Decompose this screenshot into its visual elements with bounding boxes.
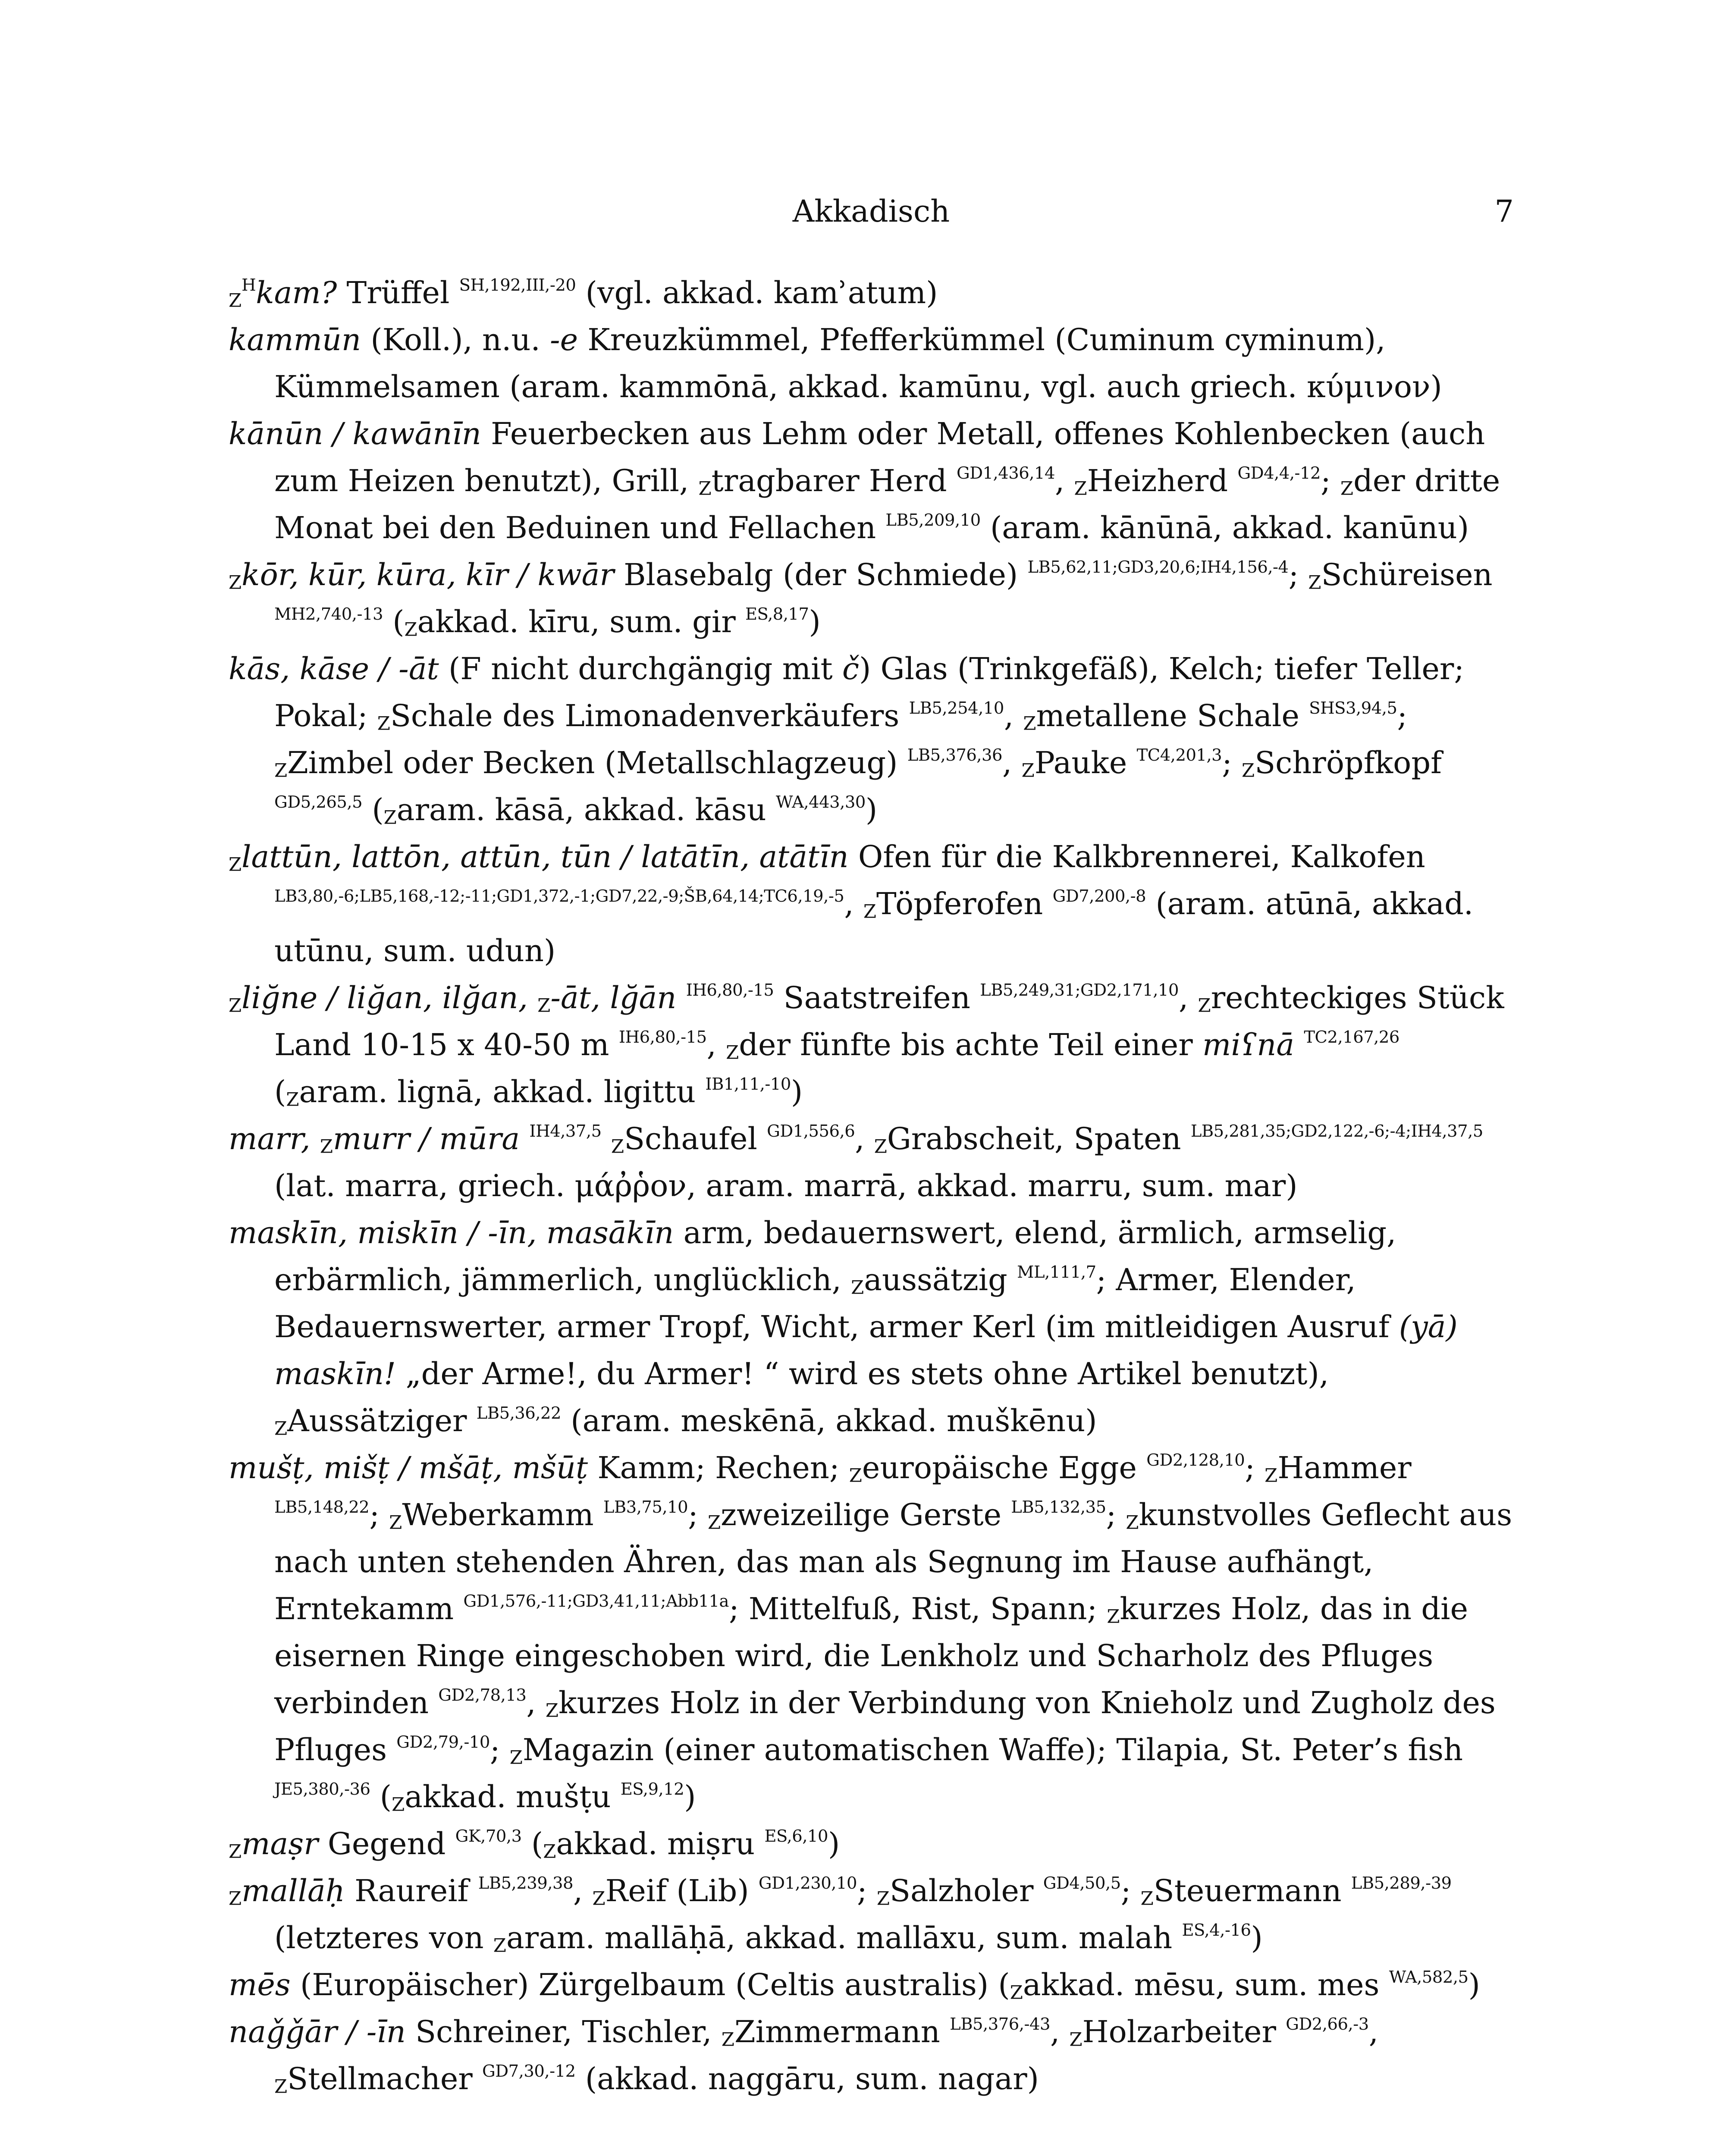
register-marker: Z	[545, 1700, 559, 1722]
entry-text: (vgl. akkad. kamʾatum)	[576, 275, 938, 310]
running-head-title: Akkadisch	[792, 194, 950, 229]
register-marker: Z	[493, 1935, 506, 1957]
source-reference: ES,8,17	[745, 605, 809, 624]
entry-text: (Europäischer) Zürgelbaum (Celtis australis) (	[290, 1967, 1010, 2002]
register-marker: Z	[392, 1794, 405, 1816]
register-marker: Z	[537, 995, 551, 1017]
source-reference: ES,4,-16	[1182, 1921, 1251, 1940]
dictionary-entry	[229, 1962, 1514, 2009]
register-marker: Z	[274, 760, 288, 782]
register-marker: Z	[1198, 995, 1211, 1017]
headword-italic: kam?	[256, 275, 337, 310]
entry-text: Zimmermann	[734, 2014, 950, 2049]
dictionary-entry	[229, 1116, 1514, 1210]
entry-text: ) Glas (Trinkgefäß), Kelch; tiefer Teller; Pokal;	[274, 651, 1464, 733]
entry-text: (aram. atūnā, akkad. utūnu, sum. udun)	[274, 886, 1474, 968]
headword-italic: mēs	[229, 1967, 291, 2002]
entry-text: (F nicht durchgängig mit	[439, 651, 842, 686]
entry-text: (lat. marra, griech. μάῤῥον, aram. marrā, akkad. marru, sum. mar)	[274, 1168, 1298, 1203]
register-marker: Z	[274, 1418, 288, 1440]
entry-text: Zimbel oder Becken (Metallschlagzeug)	[287, 745, 907, 780]
entry-text: kunstvolles Geflecht aus nach unten stehenden Ähren, das man als Segnung im Hause aufhängt, Erntekamm	[274, 1497, 1512, 1626]
dictionary-entry	[229, 646, 1514, 834]
register-marker: Z	[229, 1841, 242, 1863]
entry-text: Kreuzkümmel, Pfefferkümmel (Cuminum cyminum), Kümmelsamen (aram. kammōnā, akkad. kamūnu, vgl. auch griech. κύμινον)	[274, 322, 1442, 404]
source-reference: GD1,556,6	[767, 1122, 855, 1141]
register-marker: Z	[592, 1888, 606, 1910]
entry-text: akkad. kīru, sum. gir	[417, 604, 745, 639]
source-reference: SH,192,III,-20	[459, 276, 576, 295]
source-reference: LB5,148,22	[274, 1498, 370, 1517]
entry-text: )	[1468, 1967, 1480, 2002]
entry-text: Schröpfkopf	[1255, 745, 1442, 780]
source-reference: WA,582,5	[1389, 1968, 1468, 1987]
entry-text: ;	[489, 1732, 510, 1767]
entry-text: der dritte Monat bei den Beduinen und Fellachen	[274, 463, 1500, 545]
entry-text: ,	[706, 1027, 726, 1062]
entry-text: Schreiner, Tischler,	[405, 2014, 722, 2049]
entry-text: arm, bedauernswert, elend, ärmlich, armselig, erbärmlich, jämmerlich, unglücklich,	[274, 1215, 1396, 1297]
entry-text: aussätzig	[864, 1262, 1017, 1297]
register-marker: Z	[1340, 478, 1354, 500]
entry-text: tragbarer Herd	[711, 463, 957, 498]
source-reference: LB3,75,10	[603, 1498, 688, 1517]
entry-text: Pauke	[1034, 745, 1137, 780]
entry-text: ;	[1288, 557, 1308, 592]
headword-italic: murr / mūra	[333, 1121, 520, 1156]
entry-text: Reif (Lib)	[605, 1873, 759, 1908]
headword-italic: maskīn, miskīn / -īn, masākīn	[229, 1215, 674, 1250]
entry-text: ,	[1179, 980, 1198, 1015]
entry-text: ;	[1321, 463, 1340, 498]
source-reference: LB5,376,36	[907, 746, 1003, 765]
entry-text: (	[370, 1779, 392, 1814]
entry-text: ; Armer, Elender, Bedauernswerter, armer Tropf, Wicht, armer Kerl (im mitleidigen Ausruf	[274, 1262, 1399, 1344]
source-reference: ES,9,12	[620, 1780, 684, 1799]
source-reference: GD2,66,-3	[1286, 2015, 1369, 2034]
source-reference: LB5,132,35	[1011, 1498, 1106, 1517]
source-reference: LB5,289,-39	[1351, 1874, 1452, 1893]
source-reference: ML,111,7	[1017, 1263, 1096, 1282]
register-marker: Z	[698, 478, 712, 500]
entry-text: Saatstreifen	[774, 980, 980, 1015]
entry-text: ,	[1055, 463, 1074, 498]
entry-text: metallene Schale	[1036, 698, 1309, 733]
source-reference: IH4,37,5	[529, 1122, 602, 1141]
entry-text: ;	[1397, 698, 1408, 733]
source-reference: ES,6,10	[764, 1827, 828, 1846]
entry-text: Steuermann	[1153, 1873, 1351, 1908]
register-marker: Z	[229, 995, 242, 1017]
headword-italic: miʕnā	[1202, 1027, 1295, 1062]
source-reference: GD4,4,-12	[1237, 464, 1321, 483]
entry-text: Aussätziger	[287, 1403, 477, 1438]
headword-italic: naǧǧār / -īn	[229, 2014, 406, 2049]
entry-text: Blasebalg (der Schmiede)	[614, 557, 1028, 592]
headword-italic: (yā) maskīn!	[274, 1309, 1458, 1391]
entry-text: akkad. mušṭu	[405, 1779, 621, 1814]
source-reference: TC2,167,26	[1304, 1028, 1399, 1047]
headword-italic: č	[842, 651, 860, 686]
register-marker: Z	[863, 901, 877, 923]
entry-text: ;	[1106, 1497, 1126, 1532]
entry-text: aram. mallāḥā, akkad. mallāxu, sum. malah	[506, 1920, 1182, 1955]
source-reference: GD1,230,10	[758, 1874, 857, 1893]
dictionary-entry	[229, 552, 1514, 646]
entry-text: Raureif	[345, 1873, 478, 1908]
headword-italic: kōr, kūr, kūra, kīr / kwār	[242, 557, 614, 592]
register-marker: Z	[1023, 713, 1036, 735]
entry-text: ,	[1004, 698, 1023, 733]
entry-text: Feuerbecken aus Lehm oder Metall, offenes Kohlenbecken (auch zum Heizen benutzt), Grill,	[274, 416, 1485, 498]
entry-text: europäische Egge	[862, 1450, 1147, 1485]
dictionary-entry	[229, 1210, 1514, 1445]
entry-text: Schaufel	[624, 1121, 767, 1156]
dictionary-entry	[229, 2009, 1514, 2103]
headword-italic: mušṭ, mišṭ / mšāṭ, mšūṭ	[229, 1450, 588, 1485]
headword-italic: liğne / liğan, ilğan,	[242, 980, 538, 1015]
entry-text: )	[865, 792, 878, 827]
entry-text: Kamm; Rechen;	[588, 1450, 849, 1485]
source-reference: GD4,50,5	[1043, 1874, 1121, 1893]
register-marker: Z	[377, 713, 390, 735]
entry-text: Trüffel	[337, 275, 459, 310]
dictionary-entry	[229, 975, 1514, 1116]
register-marker: Z	[726, 1042, 739, 1064]
source-reference: GD2,78,13	[438, 1686, 527, 1705]
entry-text: kurzes Holz, das in die eisernen Ringe eingeschoben wird, die Lenkholz und Scharholz des Pfluges verbinden	[274, 1591, 1468, 1720]
source-reference: MH2,740,-13	[274, 605, 383, 624]
entry-text: Schale des Limonadenverkäufers	[390, 698, 909, 733]
dictionary-entry	[229, 1821, 1514, 1868]
source-reference: LB5,281,35;GD2,122,-6;-4;IH4,37,5	[1190, 1122, 1483, 1141]
entry-text: ;	[1120, 1873, 1141, 1908]
register-marker: Z	[851, 1277, 864, 1299]
entry-text: aram. lignā, akkad. ligittu	[299, 1074, 706, 1109]
entry-text: (Koll.), n.u.	[361, 322, 550, 357]
headword-italic: -āt, lğān	[550, 980, 677, 1015]
register-marker: Z	[721, 2029, 734, 2051]
register-marker: Z	[876, 1888, 890, 1910]
entry-text: ,	[855, 1121, 874, 1156]
entry-text: rechteckiges Stück Land 10-15 x 40-50 m	[274, 980, 1504, 1062]
register-marker: Z	[274, 2076, 288, 2098]
register-marker: Z	[874, 1136, 887, 1158]
entry-text: Magazin (einer automatischen Waffe); Tilapia, St. Peter’s fish	[522, 1732, 1463, 1767]
entry-text: kurzes Holz in der Verbindung von Knieholz und Zugholz des Pfluges	[274, 1685, 1496, 1767]
entry-text: (	[362, 792, 384, 827]
register-marker: Z	[611, 1136, 624, 1158]
entry-text: (letzteres von	[274, 1920, 493, 1955]
entry-text: „der Arme!, du Armer! “ wird es stets ohne Artikel benutzt),	[396, 1356, 1329, 1391]
entry-text: der fünfte bis achte Teil einer	[739, 1027, 1202, 1062]
entry-text: )	[791, 1074, 803, 1109]
entry-text: ;	[857, 1873, 877, 1908]
register-marker: Z	[1308, 572, 1321, 594]
entry-text: )	[684, 1779, 696, 1814]
headword-italic: kānūn / kawānīn	[229, 416, 481, 451]
dictionary-entry	[229, 411, 1514, 552]
source-reference: LB5,376,-43	[950, 2015, 1050, 2034]
entry-text: Hammer	[1277, 1450, 1412, 1485]
register-marker: Z	[320, 1136, 333, 1158]
dictionary-entry	[229, 317, 1514, 411]
page-number: 7	[1494, 194, 1514, 229]
entry-text: aram. kāsā, akkad. kāsu	[396, 792, 776, 827]
source-reference: LB5,239,38	[478, 1874, 573, 1893]
entry-text: (akkad. naggāru, sum. nagar)	[575, 2061, 1039, 2096]
register-marker: Z	[1069, 2029, 1082, 2051]
entry-text	[1294, 1027, 1304, 1062]
entry-text: Ofen für die Kalkbrennerei, Kalkofen	[848, 839, 1425, 874]
entry-text: ,	[844, 886, 863, 921]
source-reference: IB1,11,-10	[705, 1075, 791, 1094]
entry-text: ,	[1002, 745, 1022, 780]
entry-text: Schüreisen	[1321, 557, 1493, 592]
headword-italic: -e	[549, 322, 578, 357]
headword-italic: maṣr	[242, 1826, 318, 1861]
source-reference: H	[242, 276, 256, 295]
entry-text: (aram. kānūnā, akkad. kanūnu)	[980, 510, 1469, 545]
register-marker: Z	[1140, 1888, 1154, 1910]
register-marker: Z	[543, 1841, 556, 1863]
entry-text: ;	[688, 1497, 708, 1532]
source-reference: IH6,80,-15	[618, 1028, 707, 1047]
entry-text: Salzholer	[889, 1873, 1043, 1908]
entry-text: (	[521, 1826, 543, 1861]
source-reference: LB3,80,-6;LB5,168,-12;-11;GD1,372,-1;GD7,22,-9;ŠB,64,14;TC6,19,-5	[274, 887, 844, 906]
register-marker: Z	[229, 572, 242, 594]
source-reference: GD7,200,-8	[1052, 887, 1146, 906]
register-marker: Z	[383, 807, 397, 829]
entry-text: ,	[526, 1685, 546, 1720]
source-reference: GD2,79,-10	[396, 1733, 490, 1752]
entry-text: ,	[573, 1873, 593, 1908]
dictionary-entry	[229, 834, 1514, 975]
source-reference: GD1,436,14	[956, 464, 1055, 483]
entry-text: ,	[1368, 2014, 1379, 2049]
entry-text: Heizherd	[1087, 463, 1238, 498]
entry-text	[520, 1121, 529, 1156]
register-marker: Z	[286, 1089, 299, 1111]
source-reference: GD7,30,-12	[482, 2062, 576, 2081]
register-marker: Z	[1021, 760, 1035, 782]
source-reference: GD1,576,-11;GD3,41,11;Abb11a	[463, 1592, 729, 1611]
source-reference: GD2,128,10	[1146, 1451, 1245, 1470]
register-marker: Z	[849, 1465, 862, 1487]
register-marker: Z	[1126, 1512, 1139, 1534]
entry-text	[602, 1121, 611, 1156]
source-reference: WA,443,30	[775, 793, 866, 812]
register-marker: Z	[1107, 1606, 1120, 1628]
dictionary-entry	[229, 1445, 1514, 1821]
entry-text: Holzarbeiter	[1082, 2014, 1286, 2049]
register-marker: Z	[229, 290, 242, 312]
entry-text: )	[1251, 1920, 1263, 1955]
source-reference: GD5,265,5	[274, 793, 363, 812]
headword-italic: kās, kāse / -āt	[229, 651, 439, 686]
headword-italic: lattūn, lattōn, attūn, tūn / latātīn, atātīn	[242, 839, 849, 874]
source-reference: SHS3,94,5	[1309, 699, 1397, 718]
entry-text: akkad. miṣru	[556, 1826, 765, 1861]
entry-text: ,	[1050, 2014, 1070, 2049]
source-reference: LB5,62,11;GD3,20,6;IH4,156,-4	[1027, 558, 1289, 577]
dictionary-entries	[229, 270, 1514, 2103]
source-reference: GK,70,3	[455, 1827, 522, 1846]
entry-text: (aram. meskēnā, akkad. muškēnu)	[561, 1403, 1097, 1438]
source-reference: LB5,209,10	[885, 511, 981, 530]
entry-text: ;	[1222, 745, 1242, 780]
register-marker: Z	[1264, 1465, 1278, 1487]
entry-text: Grabscheit, Spaten	[887, 1121, 1191, 1156]
entry-text: Weberkamm	[402, 1497, 603, 1532]
register-marker: Z	[389, 1512, 402, 1534]
entry-text: zweizeilige Gerste	[721, 1497, 1011, 1532]
headword-italic: mallāḥ	[242, 1873, 345, 1908]
entry-text: )	[828, 1826, 840, 1861]
entry-text: ;	[369, 1497, 389, 1532]
entry-text: Stellmacher	[287, 2061, 482, 2096]
register-marker: Z	[1010, 1982, 1023, 2004]
register-marker: Z	[229, 1888, 242, 1910]
entry-text: Töpferofen	[876, 886, 1053, 921]
register-marker: Z	[229, 854, 242, 876]
entry-text: Gegend	[318, 1826, 455, 1861]
register-marker: Z	[1074, 478, 1087, 500]
source-reference: TC4,201,3	[1136, 746, 1222, 765]
entry-text: ;	[1245, 1450, 1265, 1485]
entry-text	[676, 980, 686, 1015]
headword-italic: marr,	[229, 1121, 320, 1156]
dictionary-entry	[229, 270, 1514, 317]
source-reference: IH6,80,-15	[686, 981, 774, 1000]
entry-text: akkad. mēsu, sum. mes	[1023, 1967, 1389, 2002]
source-reference: LB5,249,31;GD2,171,10	[980, 981, 1179, 1000]
dictionary-entry	[229, 1868, 1514, 1962]
register-marker: Z	[1242, 760, 1255, 782]
entry-text: )	[809, 604, 821, 639]
source-reference: LB5,254,10	[909, 699, 1004, 718]
source-reference: JE5,380,-36	[274, 1780, 370, 1799]
register-marker: Z	[509, 1747, 523, 1769]
source-reference: LB5,36,22	[476, 1404, 562, 1423]
entry-text: ; Mittelfuß, Rist, Spann;	[729, 1591, 1107, 1626]
entry-text: (	[274, 1074, 286, 1109]
register-marker: Z	[708, 1512, 721, 1534]
register-marker: Z	[404, 619, 417, 641]
entry-text: (	[383, 604, 405, 639]
headword-italic: kammūn	[229, 322, 361, 357]
